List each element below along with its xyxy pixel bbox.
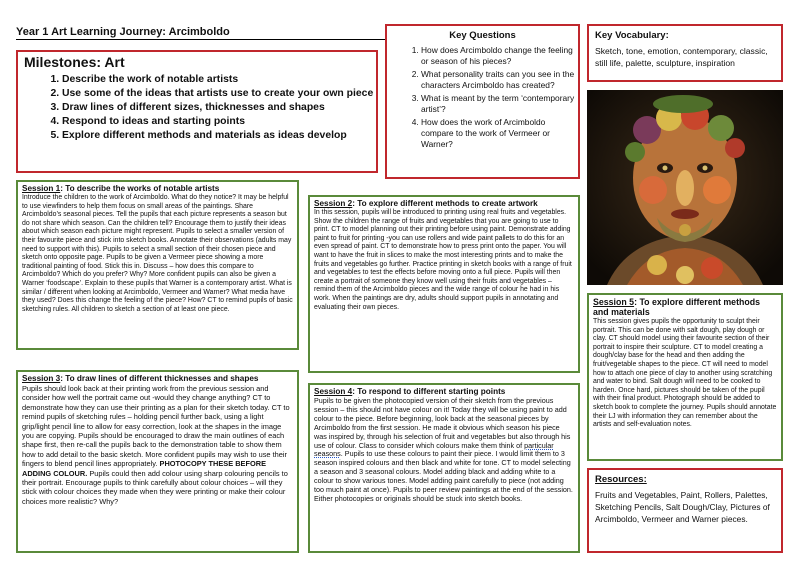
key-questions-box (385, 24, 580, 179)
milestone-item: 2. Use some of the ideas that artists use to create your own piece (62, 87, 376, 101)
session-5-label: Session 5 (593, 297, 635, 307)
key-questions-heading: Key Questions (449, 30, 516, 41)
session-3-body-a: Pupils should look back at their printing work from the previous session and consider how well the portrait came out -would they change anything? CT to demonstrate how they can use their printing as a plan for their sketch today. CT to remind pupils of sketching rules – holding pencil further back, using a light grip/light pencil line to allow for easy correction, look at the shapes in the image you are copying. Pupils should be encouraged to draw the main outlines of each shape first, then re-call the pupils back to the demonstration table to show them how to add detail to the basic sketch. More confident pupils may wish to use their fingers to blend pencil lines appropriately. (22, 384, 290, 469)
session-4-title: : To respond to different starting points (352, 387, 506, 396)
session-3-box (16, 370, 299, 553)
key-question-item: 3. What is meant by the term ‘contemporary artist’? (421, 93, 578, 115)
session-4-body-b: . Pupils to use these colours to paint their piece. I would limit them to 3 season inspired colours and then black and white for tone. CT to model selecting a season and 3 seasonal colours. Model adding black and adding white to a colour to show various tones. Model adding paint carefully to piece (not adding too much paint at once). Pupils to peer review paintings at the end of the session. Either photocopies or originals should be stuck into sketch books. (314, 449, 573, 503)
session-3-body-bold: PHOTOCOPY THESE BEFORE ADDING COLOUR. (22, 459, 267, 478)
milestone-item: 5. Explore different methods and materials as ideas develop (62, 129, 376, 143)
key-vocabulary-heading: Key Vocabulary: (595, 30, 669, 41)
session-4-label: Session 4 (314, 387, 353, 396)
key-vocabulary-text: Sketch, tone, emotion, contemporary, classic, still life, palette, sculpture, inspiration (595, 46, 768, 68)
key-vocabulary-box (587, 24, 783, 82)
session-2-title: : To explore different methods to create artwork (352, 199, 538, 208)
milestone-item: 3. Draw lines of different sizes, thicknesses and shapes (62, 101, 376, 115)
key-question-item: 1. How does Arcimboldo change the feeling or season of his pieces? (421, 45, 578, 67)
session-5-heading (593, 297, 777, 317)
key-question-item: 4. How does the work of Arcimboldo compare to the work of Vermeer or Warner? (421, 117, 578, 150)
session-3-title: : To draw lines of different thicknesses and shapes (60, 374, 259, 383)
session-4-body-a: Pupils to be given the photocopied version of their sketch from the previous session – this should not have colour on it! Today they will be using paint to add colour to the piece. Before beginning, look back at the seasonal pieces by Arcimboldo from the first session. He made it obvious which season his piece was inspired by, through his selection of fruit and vegetables but also through his use of colour. Class to consider which colours make them think of (314, 396, 571, 450)
session-1-label: Session 1 (22, 184, 61, 193)
milestones-heading: Milestones: Art (24, 54, 125, 70)
portrait-illustration (587, 90, 783, 285)
session-4-heading (314, 387, 574, 396)
session-1-heading (22, 184, 293, 193)
milestone-item: 4. Respond to ideas and starting points (62, 115, 376, 129)
session-4-box (308, 383, 580, 553)
session-5-body: This session gives pupils the opportunity to sculpt their portrait. This can be done with salt dough, play dough or clay. CT should model using their favourite section of their portrait to inspire their sculpture. CT to model creating a dough/clay base for the head and then adding the fruit/vegetable shapes to the piece. CT will need to model how to attach one piece of clay to another using scratching and water to bind. Salt dough will need to be cooked to harden. Once hard, pictures should be taken of the pupil with their final product. Photograph should be added to sketch book to complete the journey. Pupils should annotate their LJ with information they can remember about the artists and self-evaluation notes. (593, 318, 777, 429)
session-5-box (587, 293, 783, 461)
session-1-title: : To describe the works of notable artists (60, 184, 220, 193)
session-5-title: : To explore different methods and materials (593, 297, 761, 317)
resources-heading: Resources: (595, 474, 647, 485)
resources-text: Fruits and Vegetables, Paint, Rollers, Palettes, Sketching Pencils, Salt Dough/Clay, Pictures of Arcimboldo, Vermeer and Warner pieces. (595, 490, 770, 524)
session-3-label: Session 3 (22, 374, 61, 383)
arcimboldo-portrait-image (587, 90, 783, 285)
session-2-label: Session 2 (314, 199, 353, 208)
session-1-body: Introduce the children to the work of Arcimboldo. What do they notice? It may be helpful to use viewfinders to help them focus on small areas of the paintings. Share Arcimboldo’s seasonal pieces. Tell the pupils that each picture represents a season but do not share which season. Can the children tell? Encourage them to justify their ideas about which season each picture might represent. Pupils to select a smaller version of their favourite piece and stick into sketch books. Annotate their observations (adults may need to support with this). Pupils to select a small section of their chosen piece and sketch onto opposite page. Pupils to be given a Vermeer piece showing a more traditional painting of food. Stick this in. Discuss – how does this compare to Arcimboldo? Which do you prefer? Why? More confident pupils can also be given a Warner ‘foodscape’. Explain to these pupils that Warner is a contemporary artist. What is similar / different when looking at Arcimboldo, Vermeer and Warner? What media have they used? Does this change the feeling of the piece? How? CT to remind pupils of basic sketching rules. All children to sketch a section of at least one piece. (22, 194, 293, 313)
session-3-body (22, 384, 293, 506)
page-title: Year 1 Art Learning Journey: Arcimboldo (16, 26, 396, 40)
milestones-box (16, 50, 378, 173)
session-2-body: In this session, pupils will be introduced to printing using real fruits and vegetables. Show the children the range of fruits and vegetables that you are going to use to print. CT to model planning out their printing before using paint. Demonstrate adding paint to fruit for printing -you can use rollers and wide paint pallets to do this for an even spread of paint. CT to demonstrate how to press print onto the paper. You will want to have the fruit in slices to make the most interesting prints and to make the fruits and vegetables go further. Practice printing in sketch books with a range of fruit and vegetables to test the effects before moving onto a full piece. Pupils will then create a portrait of someone they know well using their fruits and vegetables – remind them of the Arcimboldo pieces and the wide range of colour he had in his work. When the paintings are dry, adults should support pupils in annotating and evaluating their own pieces. (314, 209, 572, 311)
session-2-heading (314, 199, 574, 208)
session-4-body-dotted: particular seasons (314, 440, 554, 459)
resources-box (587, 468, 783, 553)
key-questions-list (387, 45, 578, 150)
key-question-item: 2. What personality traits can you see in the characters Arcimboldo has created? (421, 69, 578, 91)
session-3-heading (22, 374, 293, 383)
session-1-box (16, 180, 299, 350)
session-3-body-b: Pupils could then add colour using sharp colouring pencils to their portrait. Encourage pupils to think carefully about colour choices – will they stick with colour choices they made when they were printing or make their colour choices more realistic? Why? (22, 468, 288, 506)
session-4-body (314, 397, 574, 504)
milestones-list (18, 73, 376, 143)
milestone-item: 1. Describe the work of notable artists (62, 73, 376, 87)
session-2-box (308, 195, 580, 373)
